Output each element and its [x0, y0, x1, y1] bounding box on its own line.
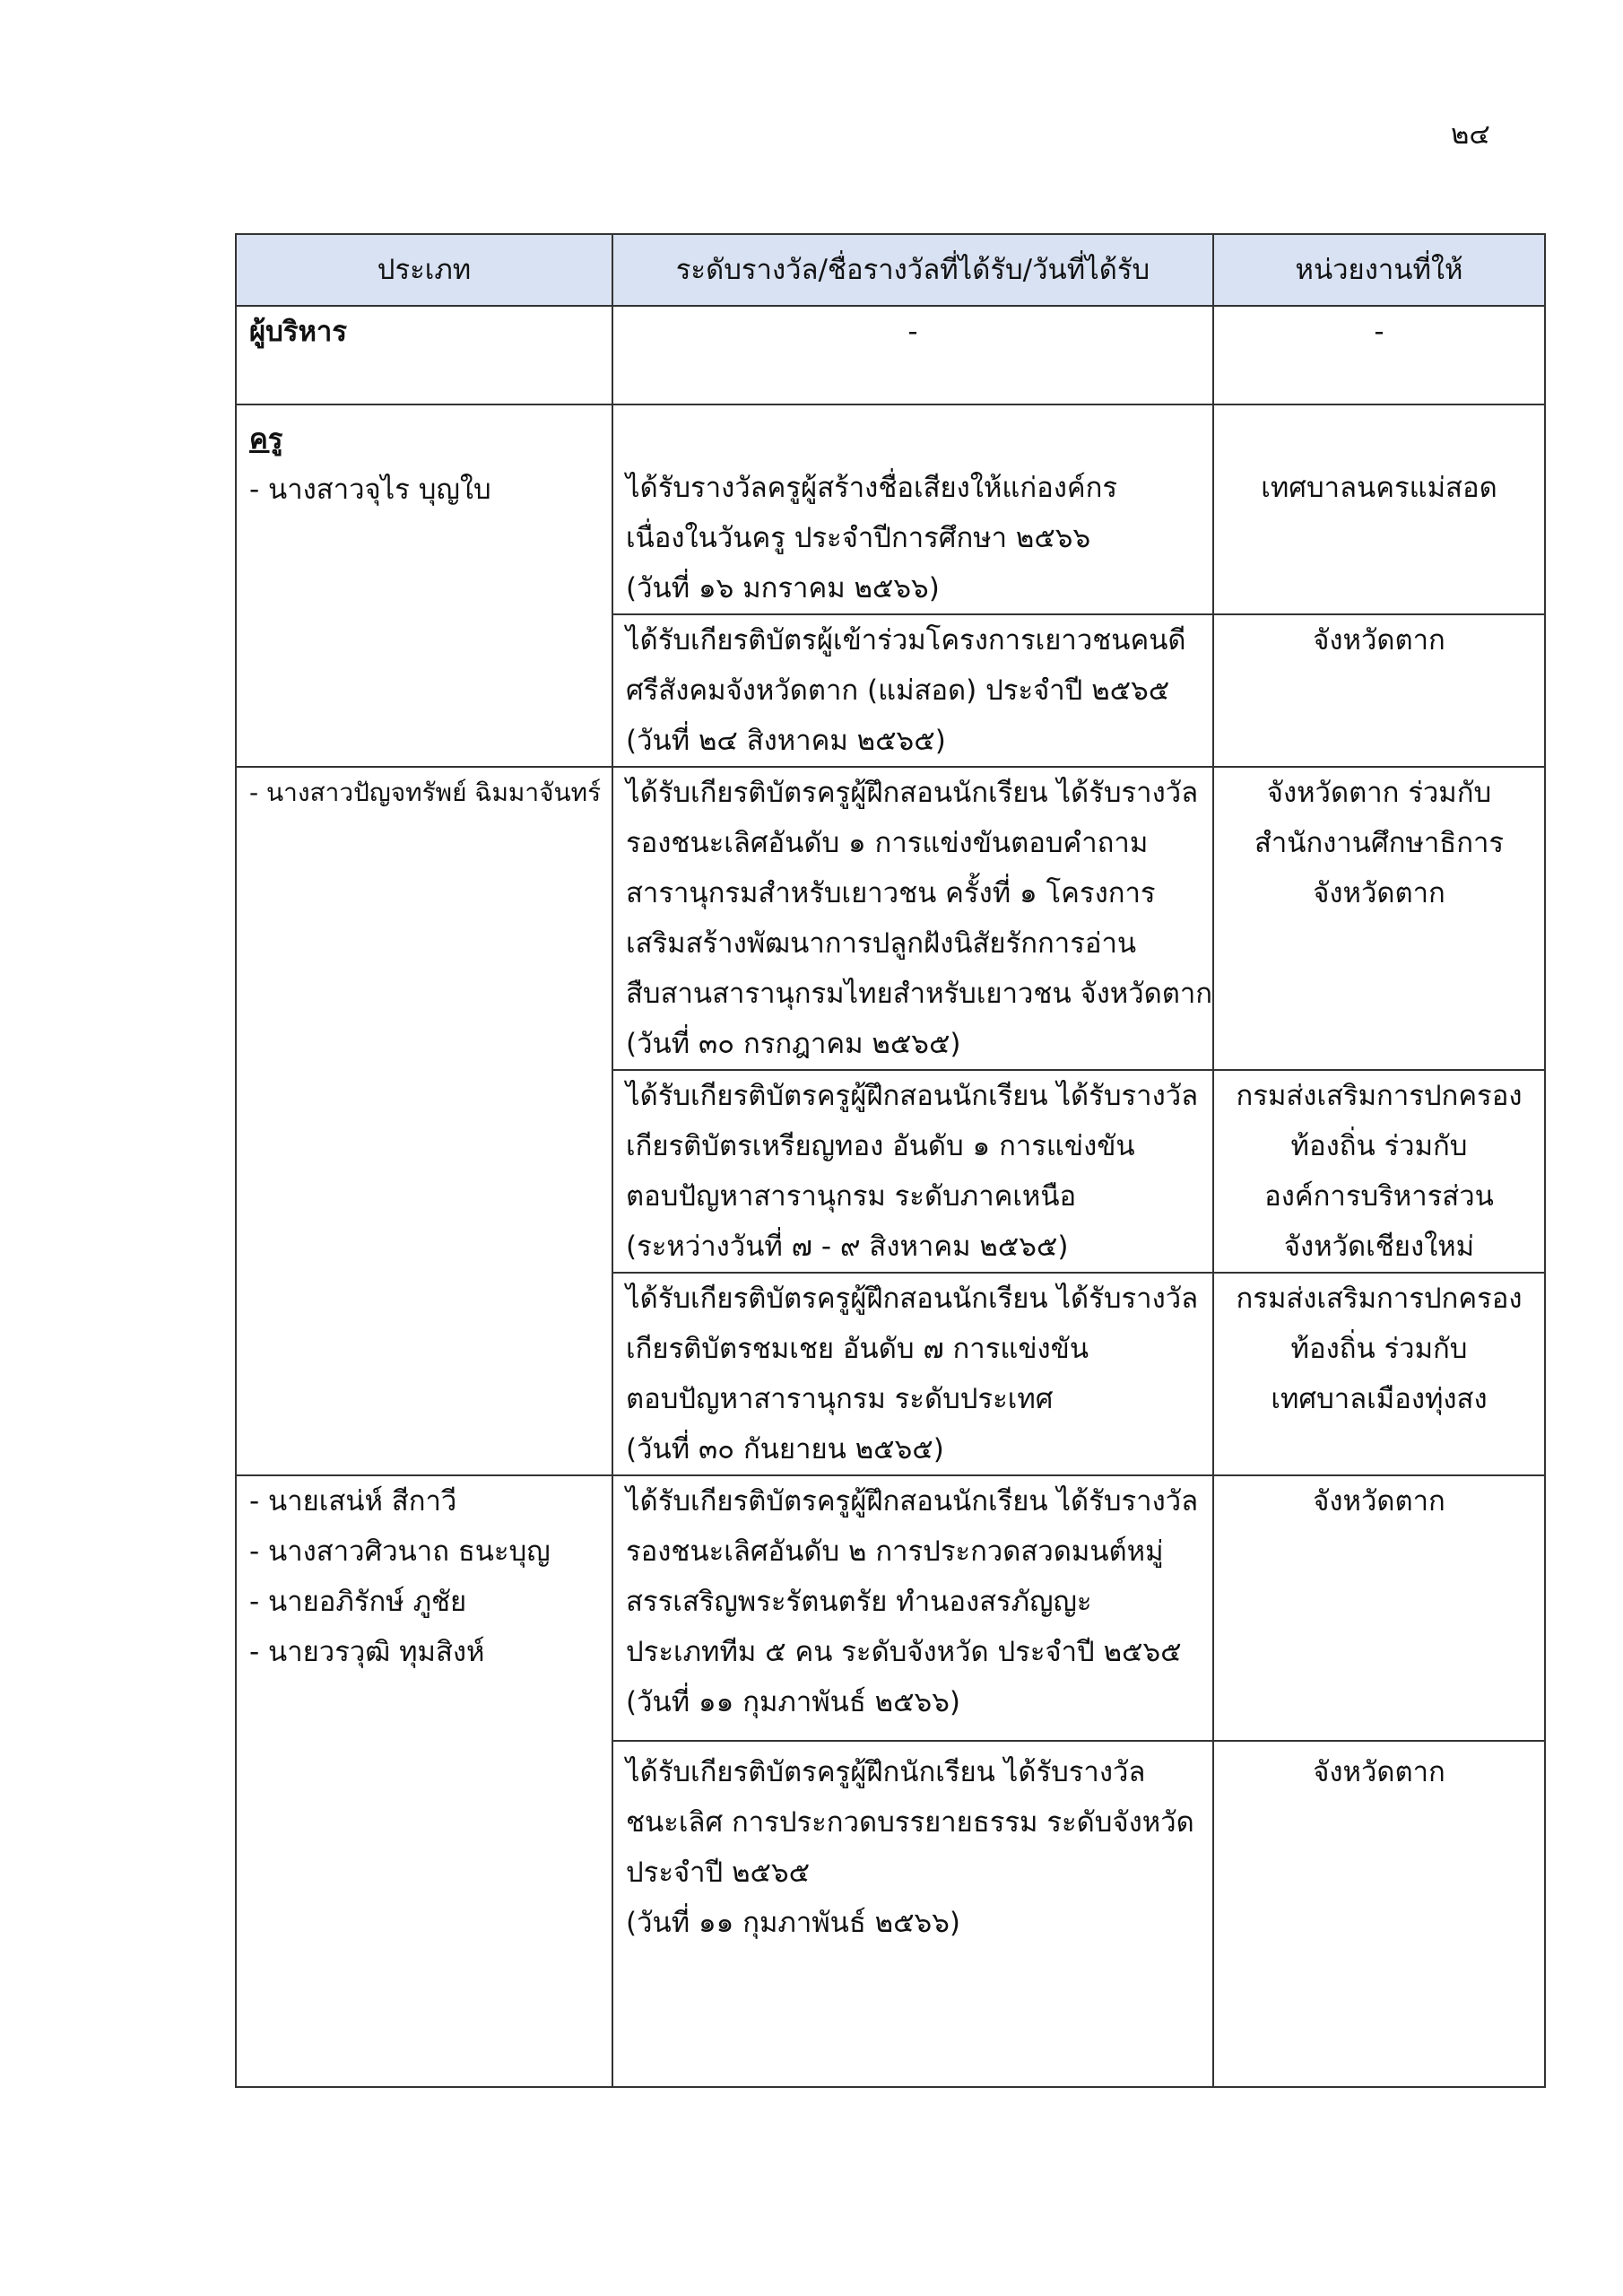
page-number: ๒๔	[1451, 118, 1490, 151]
award-line: ประเภททีม ๕ คน ระดับจังหวัด ประจำปี ๒๕๖๕	[626, 1636, 1182, 1668]
teacher-name: - นายเสน่ห์ สีกาวี	[249, 1485, 457, 1518]
award-line: เกียรติบัตรเหรียญทอง อันดับ ๑ การแข่งขัน	[626, 1130, 1135, 1162]
organization-line: สำนักงานศึกษาธิการ	[1254, 827, 1505, 859]
header-award: ระดับรางวัล/ชื่อรางวัลที่ได้รับ/วันที่ได้รับ	[612, 234, 1213, 306]
awards-table	[235, 233, 1546, 2088]
award-line: รองชนะเลิศอันดับ ๑ การแข่งขันตอบคำถาม	[626, 827, 1149, 859]
organization-line: เทศบาลเมืองทุ่งสง	[1271, 1383, 1488, 1415]
organization-cell	[1213, 1741, 1545, 2087]
teacher-group-3-names	[236, 1475, 612, 2087]
table-row	[236, 767, 1545, 1070]
award-cell	[612, 1070, 1213, 1273]
award-line: (วันที่ ๑๑ กุมภาพันธ์ ๒๕๖๖)	[626, 1686, 960, 1718]
award-line: ประจำปี ๒๕๖๕	[626, 1857, 811, 1889]
teacher-name: - นางสาวศิวนาถ ธนะบุญ	[249, 1535, 551, 1568]
award-line: สืบสานสารานุกรมไทยสำหรับเยาวชน จังหวัดตาก	[626, 978, 1213, 1010]
organization-line: จังหวัดตาก	[1313, 1485, 1445, 1518]
organization-line: จังหวัดตาก	[1313, 624, 1445, 657]
award-cell	[612, 767, 1213, 1070]
award-line: สารานุกรมสำหรับเยาวชน ครั้งที่ ๑ โครงการ	[626, 877, 1156, 909]
header-organization: หน่วยงานที่ให้	[1213, 234, 1545, 306]
award-line: (วันที่ ๑๑ กุมภาพันธ์ ๒๕๖๖)	[626, 1907, 960, 1939]
award-line: เสริมสร้างพัฒนาการปลูกฝังนิสัยรักการอ่าน	[626, 927, 1137, 960]
executive-label-cell	[236, 306, 612, 404]
table-row	[236, 1475, 1545, 1741]
organization-line: เทศบาลนครแม่สอด	[1261, 472, 1497, 504]
executive-organization: -	[1213, 306, 1545, 404]
organization-line: กรมส่งเสริมการปกครอง	[1236, 1080, 1523, 1112]
award-line: ได้รับเกียรติบัตรครูผู้ฝึกสอนนักเรียน ได้รับรางวัล	[626, 1080, 1199, 1112]
award-line: ได้รับเกียรติบัตรผู้เข้าร่วมโครงการเยาวชนคนดี	[626, 624, 1186, 657]
teacher-name: - นางสาวจุไร บุญใบ	[249, 474, 491, 506]
organization-line: ท้องถิ่น ร่วมกับ	[1290, 1333, 1468, 1365]
award-line: ศรีสังคมจังหวัดตาก (แม่สอด) ประจำปี ๒๕๖๕	[626, 674, 1170, 707]
award-cell	[612, 404, 1213, 614]
executive-label: ผู้บริหาร	[249, 316, 347, 348]
teacher-name: - นายอภิรักษ์ ภูชัย	[249, 1586, 467, 1618]
award-line: ได้รับรางวัลครูผู้สร้างชื่อเสียงให้แก่องค์กร	[626, 472, 1118, 504]
organization-cell	[1213, 404, 1545, 614]
table-header-row	[236, 234, 1545, 306]
teacher-group-1-names	[236, 404, 612, 767]
award-line: เนื่องในวันครู ประจำปีการศึกษา ๒๕๖๖	[626, 522, 1091, 554]
header-category: ประเภท	[236, 234, 612, 306]
award-line: สรรเสริญพระรัตนตรัย ทำนองสรภัญญะ	[626, 1586, 1092, 1618]
organization-cell	[1213, 1273, 1545, 1475]
organization-cell	[1213, 1070, 1545, 1273]
award-line: ตอบปัญหาสารานุกรม ระดับประเทศ	[626, 1383, 1054, 1415]
award-line: ได้รับเกียรติบัตรครูผู้ฝึกสอนนักเรียน ได้รับรางวัล	[626, 1283, 1199, 1315]
organization-line: จังหวัดเชียงใหม่	[1283, 1231, 1475, 1263]
executive-award: -	[612, 306, 1213, 404]
organization-cell	[1213, 614, 1545, 767]
award-line: (วันที่ ๓๐ กันยายน ๒๕๖๕)	[626, 1433, 944, 1465]
award-line: ได้รับเกียรติบัตรครูผู้ฝึกสอนนักเรียน ได้รับรางวัล	[626, 777, 1199, 809]
award-line: ตอบปัญหาสารานุกรม ระดับภาคเหนือ	[626, 1180, 1077, 1213]
teacher-label: ครู	[249, 423, 283, 456]
organization-line: กรมส่งเสริมการปกครอง	[1236, 1283, 1523, 1315]
teacher-name: - นางสาวปัญจทรัพย์ ฉิมมาจันทร์	[249, 778, 602, 807]
organization-line: ท้องถิ่น ร่วมกับ	[1290, 1130, 1468, 1162]
organization-cell	[1213, 1475, 1545, 1741]
award-line: รองชนะเลิศอันดับ ๒ การประกวดสวดมนต์หมู่	[626, 1535, 1164, 1568]
award-line: (วันที่ ๒๔ สิงหาคม ๒๕๖๕)	[626, 725, 946, 757]
organization-line: จังหวัดตาก ร่วมกับ	[1266, 777, 1492, 809]
award-line: ชนะเลิศ การประกวดบรรยายธรรม ระดับจังหวัด	[626, 1806, 1194, 1839]
award-cell	[612, 614, 1213, 767]
executive-row	[236, 306, 1545, 404]
table-row	[236, 404, 1545, 614]
organization-line: องค์การบริหารส่วน	[1264, 1180, 1494, 1213]
award-cell	[612, 1741, 1213, 2087]
award-line: ได้รับเกียรติบัตรครูผู้ฝึกสอนนักเรียน ได้รับรางวัล	[626, 1485, 1199, 1518]
organization-line: จังหวัดตาก	[1313, 877, 1445, 909]
award-line: เกียรติบัตรชมเชย อันดับ ๗ การแข่งขัน	[626, 1333, 1089, 1365]
award-cell	[612, 1273, 1213, 1475]
award-line: (ระหว่างวันที่ ๗ - ๙ สิงหาคม ๒๕๖๕)	[626, 1231, 1069, 1263]
organization-cell	[1213, 767, 1545, 1070]
organization-line: จังหวัดตาก	[1313, 1756, 1445, 1788]
award-line: (วันที่ ๑๖ มกราคม ๒๕๖๖)	[626, 572, 940, 604]
award-line: ได้รับเกียรติบัตรครูผู้ฝึกนักเรียน ได้รับรางวัล	[626, 1756, 1146, 1788]
teacher-name: - นายวรวุฒิ ทุมสิงห์	[249, 1636, 485, 1668]
teacher-group-2-names	[236, 767, 612, 1475]
award-line: (วันที่ ๓๐ กรกฎาคม ๒๕๖๕)	[626, 1028, 961, 1060]
award-cell	[612, 1475, 1213, 1741]
